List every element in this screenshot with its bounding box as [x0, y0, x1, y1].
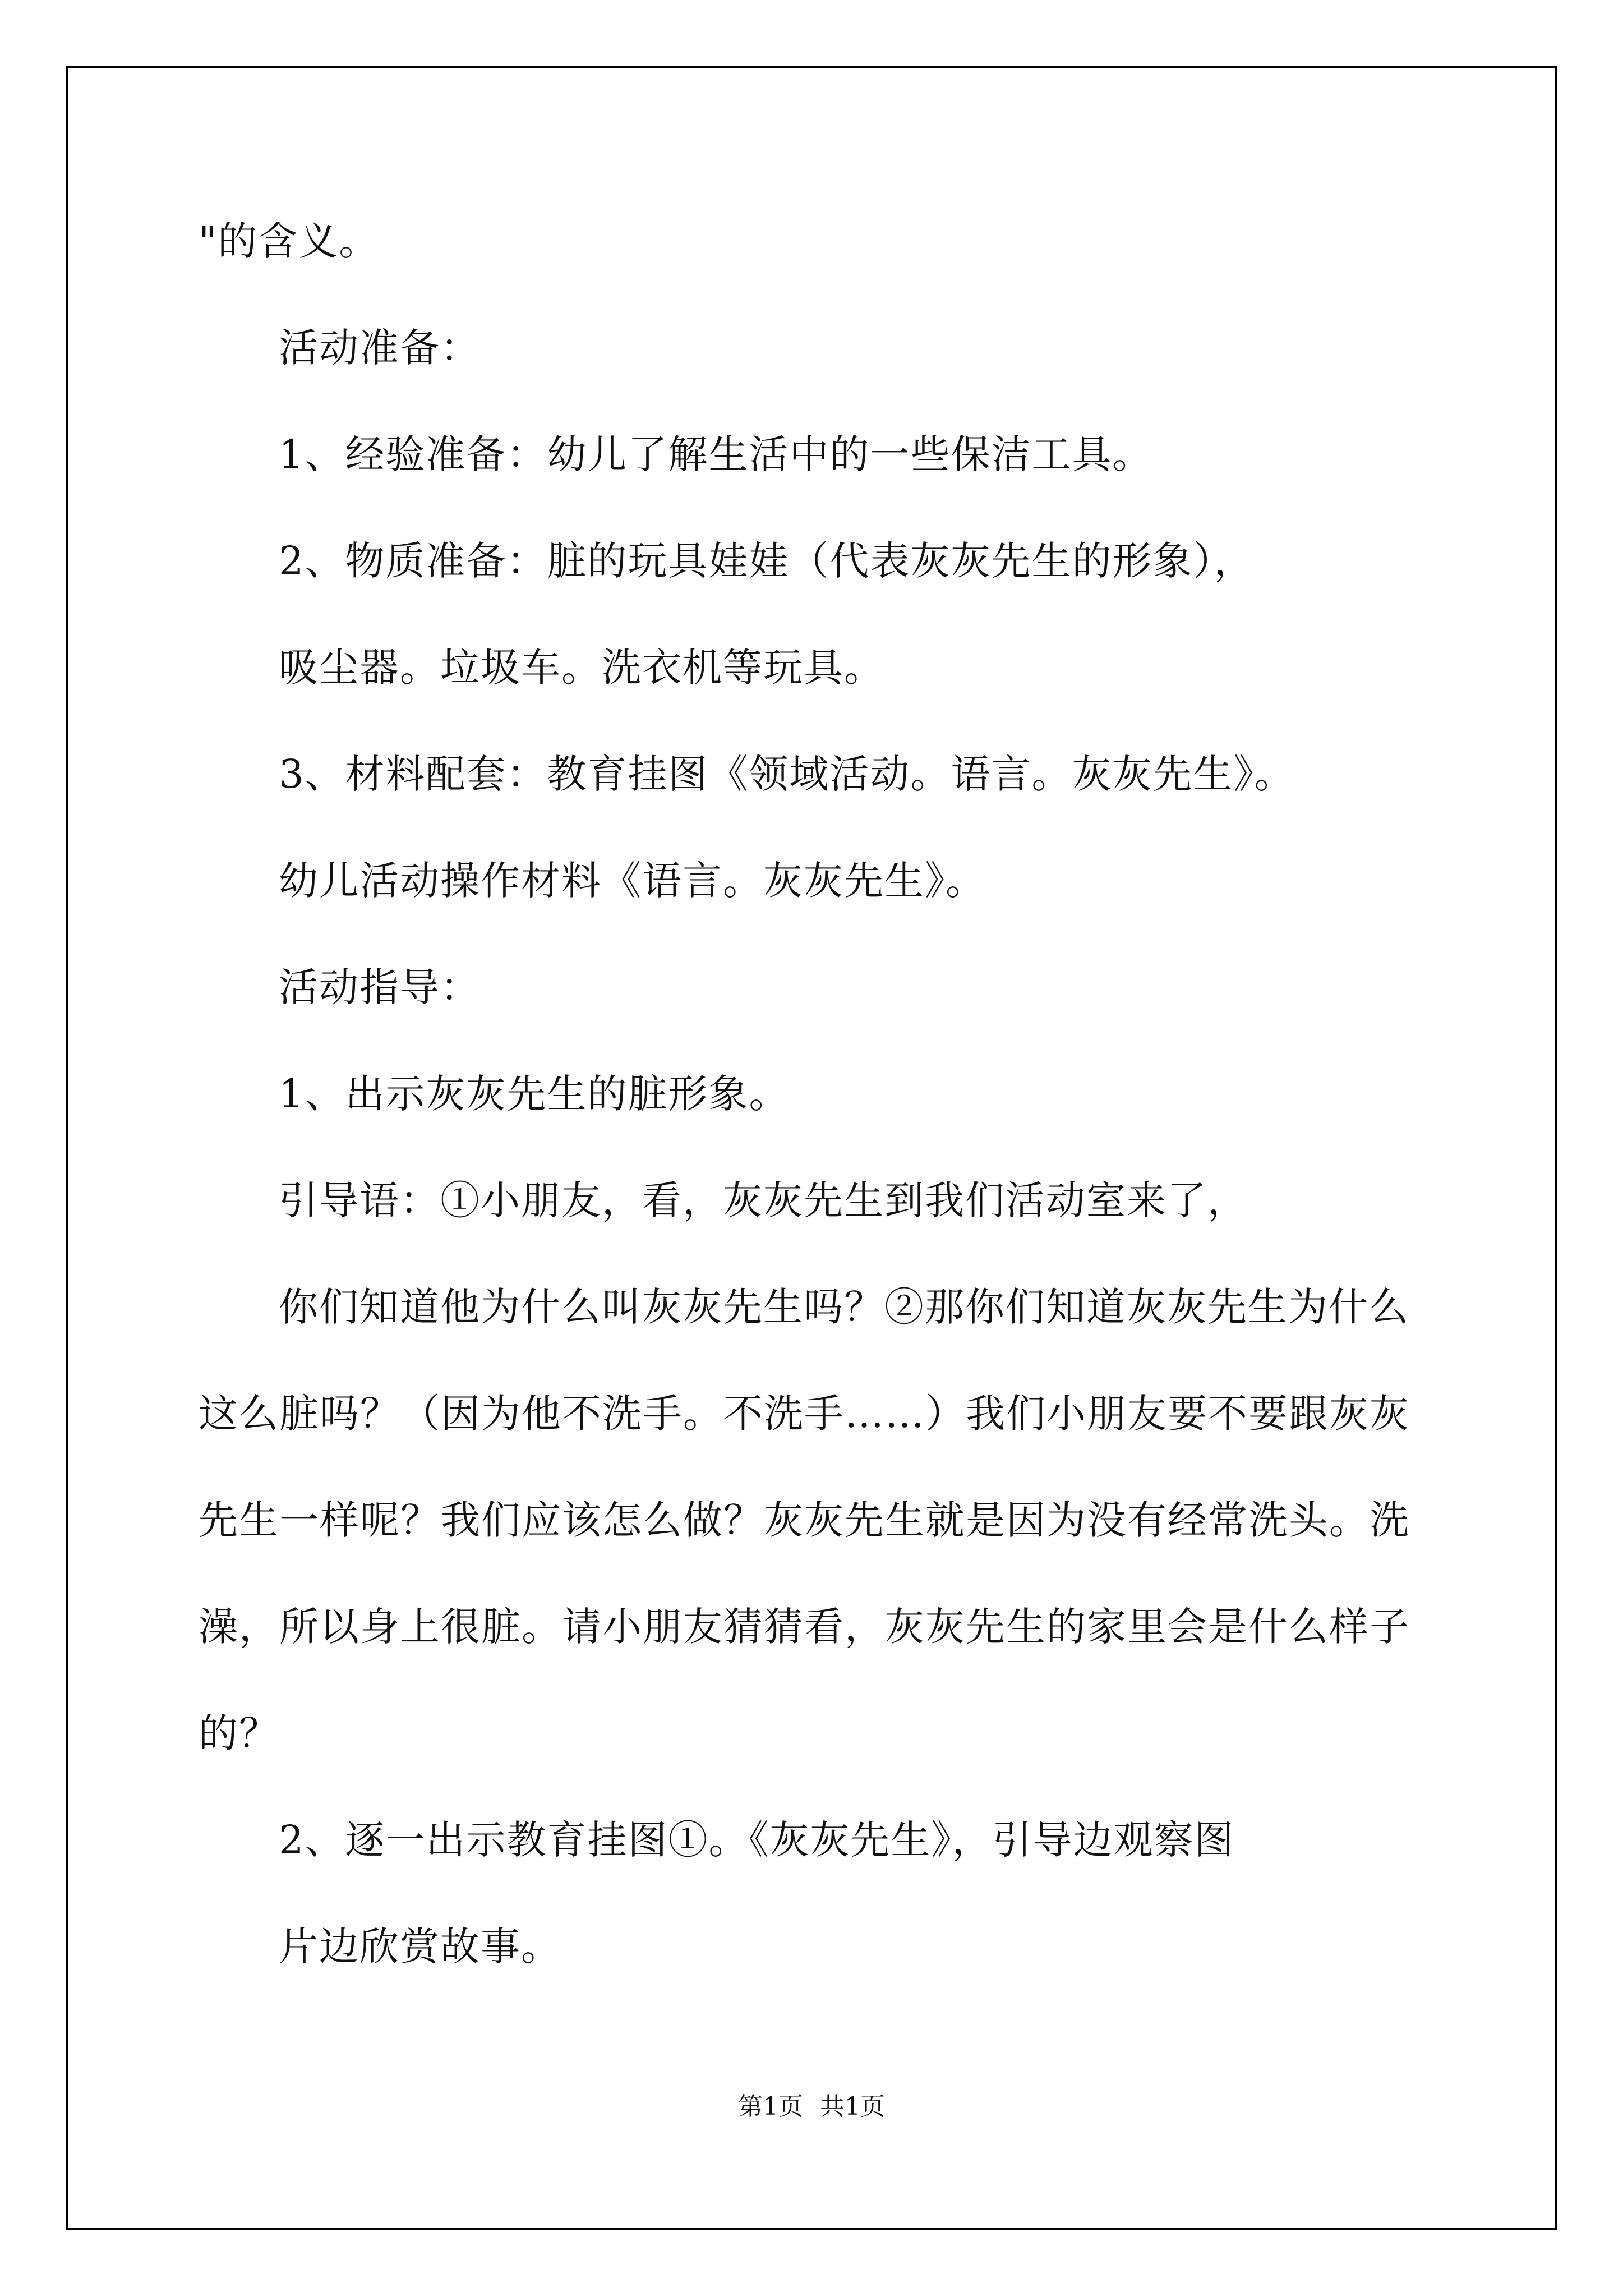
text-line: 幼儿活动操作材料《语言。灰灰先生》。: [279, 858, 986, 904]
text-line: 1、经验准备：幼儿了解生活中的一些保洁工具。: [279, 431, 1153, 477]
text-line: 这么脏吗？（因为他不洗手。不洗手……）我们小朋友要不要跟灰灰: [199, 1391, 1410, 1437]
text-line: 你们知道他为什么叫灰灰先生吗？②那你们知道灰灰先生为什么: [279, 1284, 1409, 1330]
page-total: 共1页: [820, 2092, 885, 2121]
text-line: "的含义。: [199, 218, 380, 264]
text-line: 1、出示灰灰先生的脏形象。: [279, 1071, 790, 1117]
text-line: 澡，所以身上很脏。请小朋友猜猜看，灰灰先生的家里会是什么样子: [199, 1604, 1410, 1650]
page-footer: [0, 2090, 1623, 2124]
page-number: 第1页: [738, 2092, 803, 2121]
page-border: [66, 66, 1557, 2230]
text-line: 吸尘器。垃圾车。洗衣机等玩具。: [279, 645, 884, 691]
section-heading: 活动准备：: [279, 325, 481, 371]
text-line: 的？: [199, 1710, 279, 1756]
text-line: 2、物质准备：脏的玩具娃娃（代表灰灰先生的形象），: [279, 538, 1255, 584]
text-line: 3、材料配套：教育挂图《领域活动。语言。灰灰先生》。: [279, 751, 1295, 797]
section-heading: 活动指导：: [279, 964, 481, 1010]
text-line: 引导语：①小朋友，看，灰灰先生到我们活动室来了，: [279, 1177, 1248, 1223]
text-line: 片边欣赏故事。: [279, 1924, 561, 1970]
text-line: 2、逐一出示教育挂图①。《灰灰先生》，引导边观察图: [279, 1817, 1235, 1863]
text-line: 先生一样呢？我们应该怎么做？灰灰先生就是因为没有经常洗头。洗: [199, 1497, 1410, 1543]
